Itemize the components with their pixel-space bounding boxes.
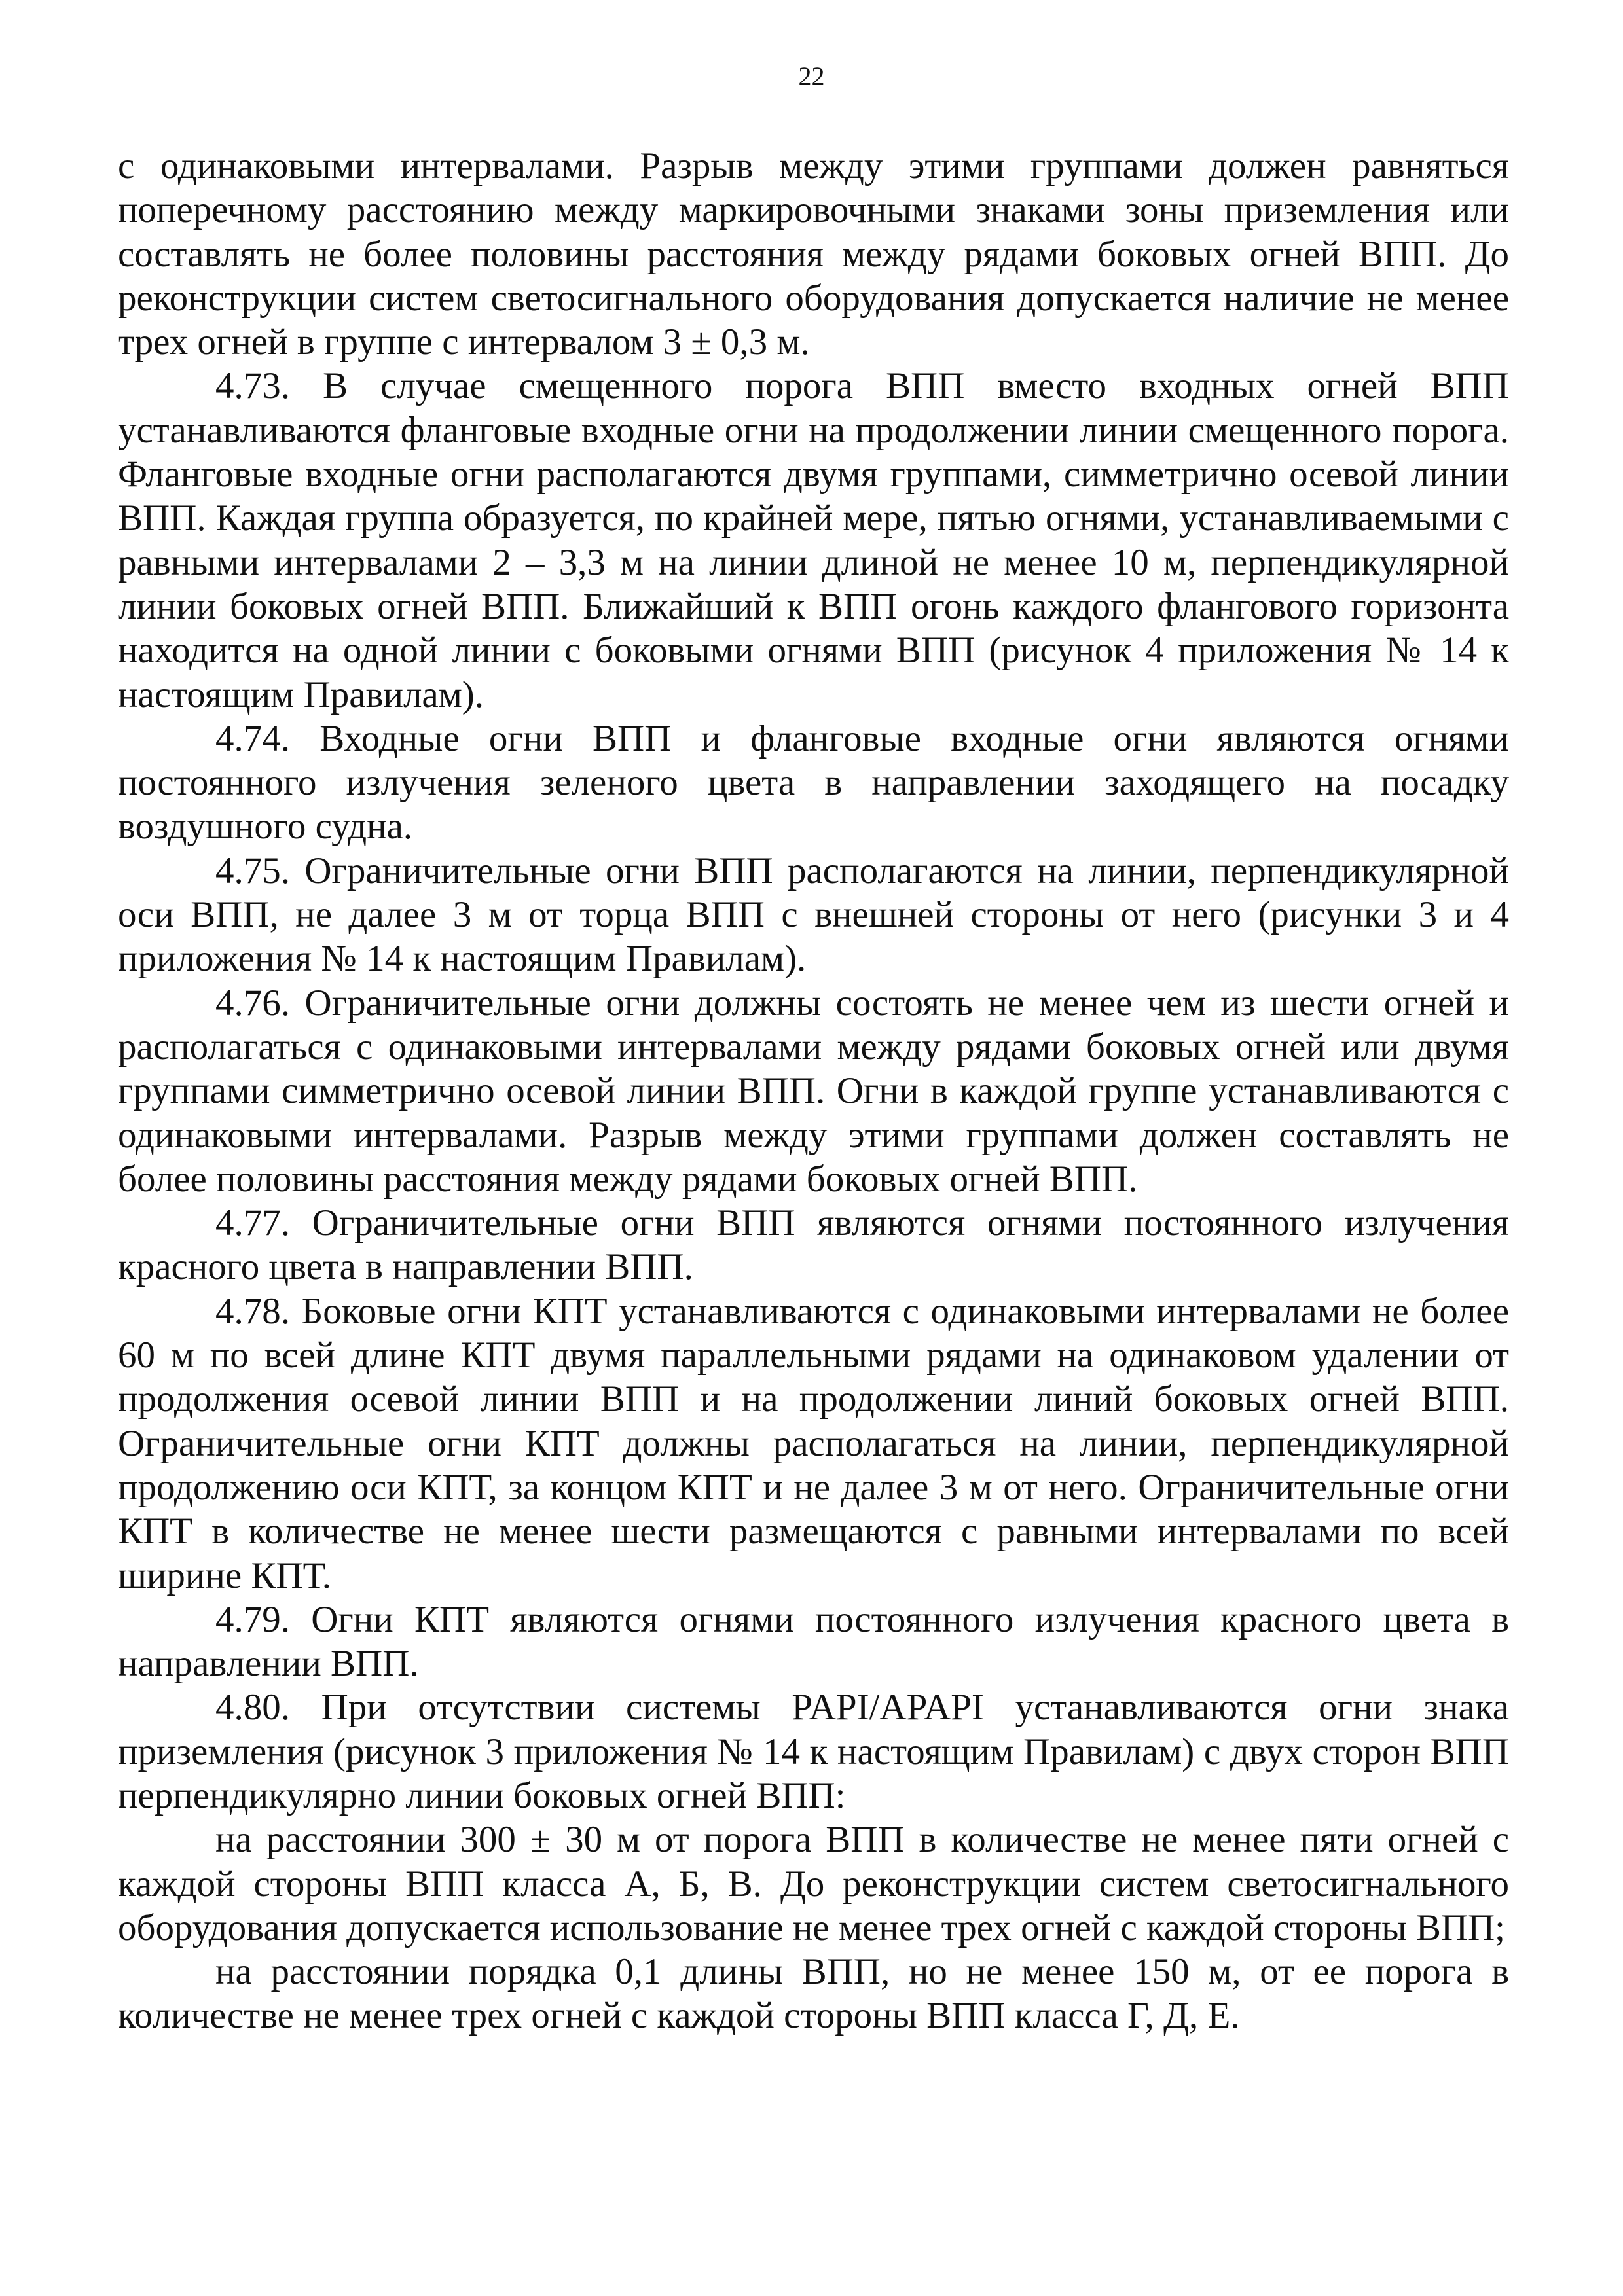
paragraph-4-73: 4.73. В случае смещенного порога ВПП вместо входных огней ВПП устанавливаются фланговые входные огни на продолжении линии смещенного порога. Фланговые входные огни располагаются двумя группами, симметрично осевой линии ВПП. Каждая группа образуется, по крайней мере, пятью огнями, устанавливаемыми с равными интервалами 2 – 3,3 м на линии длиной не менее 10 м, перпендикулярной линии боковых огней ВПП. Ближайший к ВПП огонь каждого флангового горизонта находится на одной линии с боковыми огнями ВПП (рисунок 4 приложения № 14 к настоящим Правилам). [118, 365, 1509, 715]
paragraph-4-78: 4.78. Боковые огни КПТ устанавливаются с одинаковыми интервалами не более 60 м по всей длине КПТ двумя параллельными рядами на одинаковом удалении от продолжения осевой линии ВПП и на продолжении линий боковых огней ВПП. Ограничительные огни КПТ должны располагаться на линии, перпендикулярной продолжению оси КПТ, за концом КПТ и не далее 3 м от него. Ограничительные огни КПТ в количестве не менее шести размещаются с равными интервалами по всей ширине КПТ. [118, 1290, 1509, 1596]
paragraph-4-80-item-1: на расстоянии 300 ± 30 м от порога ВПП в количестве не менее пяти огней с каждой стороны ВПП класса А, Б, В. До реконструкции систем светосигнального оборудования допускается использование не менее трех огней с каждой стороны ВПП; [118, 1819, 1509, 1948]
paragraph-4-77: 4.77. Ограничительные огни ВПП являются огнями постоянного излучения красного цвета в направлении ВПП. [118, 1202, 1509, 1288]
paragraph-4-79: 4.79. Огни КПТ являются огнями постоянного излучения красного цвета в направлении ВПП. [118, 1598, 1509, 1685]
paragraph-continuation: с одинаковыми интервалами. Разрыв между этими группами должен равняться поперечному расстоянию между маркировочными знаками зоны приземления или составлять не более половины расстояния между рядами боковых огней ВПП. До реконструкции систем светосигнального оборудования допускается наличие не менее трех огней в группе с интервалом 3 ± 0,3 м. [118, 145, 1509, 363]
page-number: 22 [798, 62, 825, 91]
paragraph-4-76: 4.76. Ограничительные огни должны состоять не менее чем из шести огней и располагаться с одинаковыми интервалами между рядами боковых огней или двумя группами симметрично осевой линии ВПП. Огни в каждой группе устанавливаются с одинаковыми интервалами. Разрыв между этими группами должен составлять не более половины расстояния между рядами боковых огней ВПП. [118, 982, 1509, 1200]
paragraph-4-80: 4.80. При отсутствии системы PAPI/APAPI устанавливаются огни знака приземления (рисунок 3 приложения № 14 к настоящим Правилам) с двух сторон ВПП перпендикулярно линии боковых огней ВПП: [118, 1687, 1509, 1816]
paragraph-4-75: 4.75. Ограничительные огни ВПП располагаются на линии, перпендикулярной оси ВПП, не далее 3 м от торца ВПП с внешней стороны от него (рисунки 3 и 4 приложения № 14 к настоящим Правилам). [118, 850, 1509, 980]
paragraph-4-80-item-2: на расстоянии порядка 0,1 длины ВПП, но не менее 150 м, от ее порога в количестве не менее трех огней с каждой стороны ВПП класса Г, Д, Е. [118, 1951, 1509, 2037]
paragraph-4-74: 4.74. Входные огни ВПП и фланговые входные огни являются огнями постоянного излучения зеленого цвета в направлении заходящего на посадку воздушного судна. [118, 717, 1509, 848]
document-body [118, 144, 1509, 2038]
